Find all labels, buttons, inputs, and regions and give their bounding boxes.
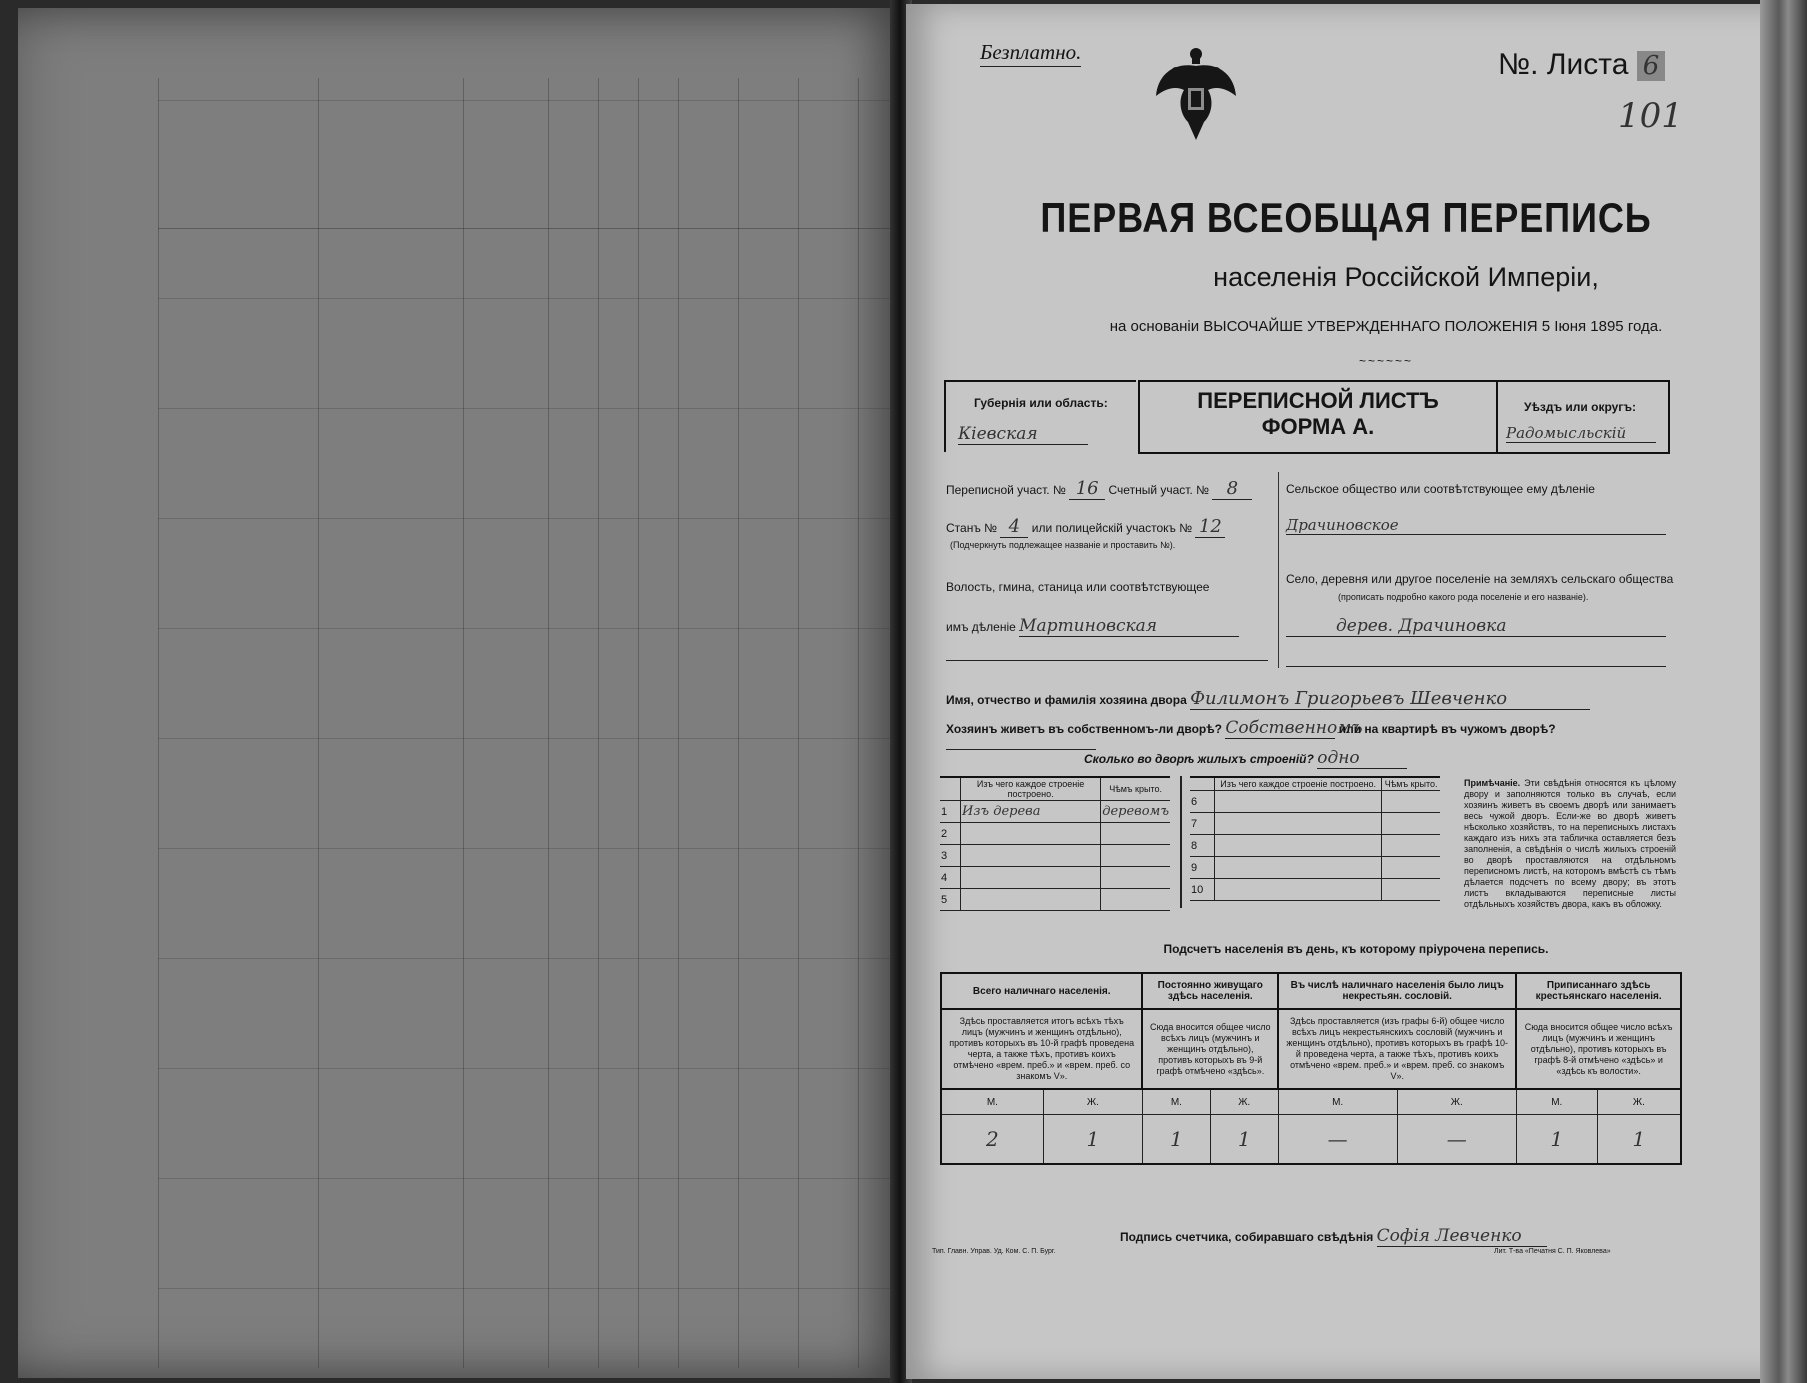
buildings-left-rows bbox=[940, 801, 1170, 911]
count-section-label: Счетный участ. № bbox=[1108, 483, 1209, 497]
male-column-label: М. bbox=[1142, 1089, 1210, 1115]
owner-name-row bbox=[946, 688, 1686, 710]
gubernia-box bbox=[944, 380, 1136, 452]
village-note: (прописать подробно какого рода поселеніе и его названіе). bbox=[1338, 592, 1589, 602]
stan-value: 4 bbox=[1000, 516, 1028, 538]
gubernia-label: Губернія или область: bbox=[974, 396, 1108, 410]
ornament-divider: ~~~~~~ bbox=[1358, 354, 1414, 368]
building-material bbox=[961, 867, 1101, 889]
building-material bbox=[1215, 813, 1382, 835]
buildings-count-value: одно bbox=[1317, 748, 1407, 769]
building-row-number: 1 bbox=[940, 801, 961, 823]
legal-basis-line: на основаніи ВЫСОЧАЙШЕ УТВЕРЖДЕННАГО ПОЛОЖЕНІЯ 5 Іюня 1895 года. bbox=[1109, 318, 1663, 335]
village-value: дерев. Драчиновка bbox=[1286, 616, 1666, 637]
summary-group-description: Сюда вносится общее число всѣхъ лицъ (мужчинъ и женщинъ отдѣльно), противъ которыхъ въ графѣ 8-й отмѣчено «здѣсь» и «здѣсь къ волости». bbox=[1516, 1009, 1681, 1089]
building-roof bbox=[1382, 813, 1440, 835]
building-row-number: 2 bbox=[940, 823, 961, 845]
table-separator bbox=[1180, 776, 1182, 908]
sheet-number-value: 6 bbox=[1637, 51, 1666, 81]
summary-group-header: Всего наличнаго населенія. bbox=[941, 973, 1142, 1009]
underline-note: (Подчеркнуть подлежащее названіе и проставить №). bbox=[950, 540, 1176, 550]
building-row-number: 9 bbox=[1190, 857, 1215, 879]
census-section-row bbox=[946, 478, 1266, 500]
buildings-count-row bbox=[1084, 748, 1604, 769]
form-title-line-1: ПЕРЕПИСНОЙ ЛИСТЪ bbox=[1197, 388, 1439, 413]
note-text: Эти свѣдѣнія относятся къ цѣлому двору и заполняются только въ случаѣ, если хозяинъ живетъ въ своемъ дворѣ или занимаетъ весь чужой дворъ. Если-же во дворѣ живетъ нѣсколько хозяйствъ, то на переписныхъ листахъ каждаго изъ нихъ эта табличка оставляется безъ заполненія, а свѣдѣнія о числѣ жилыхъ строеній во дворѣ проставляются на отдѣльномъ переписномъ листѣ, на которомъ вмѣстѣ съ тѣмъ дѣлается подсчетъ по всему двору; въ этотъ листъ вкладываются переписные листы отдѣльныхъ хозяйствъ двора, какъ въ обложку. bbox=[1464, 778, 1676, 909]
building-roof bbox=[1382, 835, 1440, 857]
count-section-value: 8 bbox=[1212, 478, 1252, 500]
note-block bbox=[1464, 778, 1676, 910]
male-column-label: М. bbox=[1516, 1089, 1597, 1115]
village-blank-line bbox=[1286, 666, 1666, 667]
building-row bbox=[940, 889, 1170, 911]
building-row-number: 7 bbox=[1190, 813, 1215, 835]
form-title: ПЕРВАЯ ВСЕОБЩАЯ ПЕРЕПИСЬ bbox=[1040, 194, 1652, 241]
roof-header-right: Чѣмъ крыто. bbox=[1382, 777, 1440, 791]
page-edges bbox=[1760, 0, 1807, 1383]
male-count: 1 bbox=[1142, 1115, 1210, 1165]
handwritten-page-number: 101 bbox=[1618, 96, 1683, 136]
summary-group-description: Сюда вносится общее число всѣхъ лицъ (мужчинъ и женщинъ отдѣльно), противъ которыхъ въ 9-й графѣ отмѣчено «здѣсь». bbox=[1142, 1009, 1278, 1089]
gubernia-value: Кіевская bbox=[958, 424, 1088, 445]
volost-blank-line bbox=[946, 660, 1268, 661]
rent-label: или на квартирѣ въ чужомъ дворѣ? bbox=[1338, 722, 1556, 736]
building-material bbox=[1215, 835, 1382, 857]
left-page bbox=[18, 8, 906, 1378]
stan-label: Станъ № bbox=[946, 521, 998, 535]
form-box bbox=[1138, 380, 1498, 454]
buildings-table-left bbox=[940, 776, 1170, 911]
signature-row bbox=[1120, 1226, 1680, 1247]
police-label: или полицейскій участокъ № bbox=[1031, 521, 1193, 535]
double-headed-eagle-emblem bbox=[1154, 44, 1238, 148]
male-count: — bbox=[1278, 1115, 1397, 1165]
free-label: Безплатно. bbox=[980, 40, 1081, 67]
police-value: 12 bbox=[1195, 516, 1225, 538]
male-count: 1 bbox=[1516, 1115, 1597, 1165]
female-column-label: Ж. bbox=[1597, 1089, 1681, 1115]
summary-group-header: Приписаннаго здѣсь крестьянскаго населенія. bbox=[1516, 973, 1681, 1009]
building-row bbox=[940, 845, 1170, 867]
owner-name-value: Филимонъ Григорьевъ Шевченко bbox=[1190, 688, 1590, 710]
uezd-label: Уѣздъ или округъ: bbox=[1524, 400, 1637, 414]
census-section-label: Переписной участ. № bbox=[946, 483, 1066, 497]
building-row-number: 5 bbox=[940, 889, 961, 911]
community-row bbox=[1266, 482, 1666, 496]
form-subtitle: населенія Россійской Имперіи, bbox=[1213, 262, 1599, 292]
stan-row bbox=[946, 516, 1266, 538]
female-column-label: Ж. bbox=[1043, 1089, 1142, 1115]
female-count: 1 bbox=[1043, 1115, 1142, 1165]
building-row bbox=[1190, 879, 1440, 901]
rent-value bbox=[946, 749, 1096, 750]
population-summary-table bbox=[940, 972, 1682, 1165]
building-material bbox=[1215, 857, 1382, 879]
community-label: Сельское общество или соотвѣтствующее ему дѣленіе bbox=[1286, 482, 1595, 496]
material-header: Изъ чего каждое строеніе построено. bbox=[961, 777, 1101, 801]
building-material bbox=[961, 889, 1101, 911]
census-section-value: 16 bbox=[1069, 478, 1105, 500]
female-column-label: Ж. bbox=[1210, 1089, 1278, 1115]
building-row-number: 3 bbox=[940, 845, 961, 867]
building-roof bbox=[1101, 889, 1170, 911]
material-header-right: Изъ чего каждое строеніе построено. bbox=[1215, 777, 1382, 791]
building-material bbox=[961, 845, 1101, 867]
signature-value: Софія Левченко bbox=[1377, 1226, 1547, 1247]
female-column-label: Ж. bbox=[1397, 1089, 1516, 1115]
building-material bbox=[961, 823, 1101, 845]
building-row-number: 4 bbox=[940, 867, 961, 889]
building-roof bbox=[1101, 845, 1170, 867]
buildings-table-right bbox=[1190, 776, 1440, 901]
building-row-number: 6 bbox=[1190, 791, 1215, 813]
own-yard-label: Хозяинъ живетъ въ собственномъ-ли дворѣ? bbox=[946, 722, 1223, 736]
footer-left-imprint: Тип. Главн. Управ. Уд. Ком. С. П. Бург. bbox=[932, 1248, 1056, 1255]
building-roof bbox=[1382, 857, 1440, 879]
sheet-number-label: №. Листа bbox=[1498, 48, 1629, 81]
building-row bbox=[940, 823, 1170, 845]
male-column-label: М. bbox=[1278, 1089, 1397, 1115]
summary-group-description: Здѣсь проставляется итогъ всѣхъ тѣхъ лицъ (мужчинъ и женщинъ отдѣльно), противъ которыхъ въ 10-й графѣ проведена черта, а также тѣхъ, противъ коихъ отмѣчено «врем. преб.» и «врем. преб. со знакомъ V». bbox=[941, 1009, 1142, 1089]
female-count: 1 bbox=[1210, 1115, 1278, 1165]
uezd-value: Радомысльскій bbox=[1506, 424, 1656, 443]
building-row bbox=[1190, 835, 1440, 857]
building-material: Изъ дерева bbox=[961, 801, 1101, 823]
building-roof bbox=[1101, 823, 1170, 845]
vertical-divider bbox=[1278, 472, 1279, 668]
left-page-grid bbox=[158, 78, 918, 1368]
own-yard-value: Собственномъ bbox=[1225, 718, 1363, 738]
volost-row bbox=[946, 616, 1268, 637]
summary-group-header: Въ числѣ наличнаго населенія было лицъ некрестьян. сословій. bbox=[1278, 973, 1516, 1009]
signature-label: Подпись счетчика, собиравшаго свѣдѣнія bbox=[1120, 1230, 1374, 1244]
building-material bbox=[1215, 791, 1382, 813]
building-row bbox=[940, 801, 1170, 823]
male-column-label: М. bbox=[941, 1089, 1043, 1115]
building-roof: деревомъ bbox=[1101, 801, 1170, 823]
building-row bbox=[1190, 791, 1440, 813]
note-title: Примѣчаніе. bbox=[1464, 778, 1521, 788]
buildings-right-rows bbox=[1190, 791, 1440, 901]
summary-group-description: Здѣсь проставляется (изъ графы 6-й) общее число всѣхъ лицъ некрестьянскихъ сословій (мужчинъ и женщинъ отдѣльно), противъ которыхъ въ графѣ 10-й проведена черта, а также тѣхъ, противъ коихъ отмѣчено «врем. преб.» и «врем. преб. со знакомъ V». bbox=[1278, 1009, 1516, 1089]
building-roof bbox=[1382, 879, 1440, 901]
summary-title: Подсчетъ населенія въ день, къ которому пріурочена перепись. bbox=[1163, 942, 1549, 956]
census-form-page bbox=[906, 4, 1786, 1379]
building-material bbox=[1215, 879, 1382, 901]
building-row-number: 10 bbox=[1190, 879, 1215, 901]
building-row bbox=[1190, 813, 1440, 835]
building-roof bbox=[1382, 791, 1440, 813]
footer-right-imprint: Лит. Т-ва «Печатня С. П. Яковлева» bbox=[1494, 1248, 1611, 1255]
summary-group-header: Постоянно живущаго здѣсь населенія. bbox=[1142, 973, 1278, 1009]
volost-label-2: имъ дѣленіе bbox=[946, 620, 1016, 634]
building-row bbox=[940, 867, 1170, 889]
volost-label-1: Волость, гмина, станица или соотвѣтствующее bbox=[946, 580, 1210, 594]
building-roof bbox=[1101, 867, 1170, 889]
form-title-line-2: ФОРМА А. bbox=[1261, 414, 1375, 439]
volost-value: Мартиновская bbox=[1019, 616, 1239, 637]
owner-name-label: Имя, отчество и фамилія хозяина двора bbox=[946, 693, 1187, 707]
building-row-number: 8 bbox=[1190, 835, 1215, 857]
uezd-box bbox=[1492, 380, 1670, 454]
community-value: Драчиновское bbox=[1286, 516, 1666, 535]
village-label: Село, деревня или другое поселеніе на земляхъ сельскаго общества bbox=[1286, 572, 1674, 586]
building-row bbox=[1190, 857, 1440, 879]
female-count: — bbox=[1397, 1115, 1516, 1165]
male-count: 2 bbox=[941, 1115, 1043, 1165]
buildings-count-label: Сколько во дворѣ жилыхъ строеній? bbox=[1084, 752, 1314, 766]
female-count: 1 bbox=[1597, 1115, 1681, 1165]
roof-header: Чѣмъ крыто. bbox=[1101, 777, 1170, 801]
